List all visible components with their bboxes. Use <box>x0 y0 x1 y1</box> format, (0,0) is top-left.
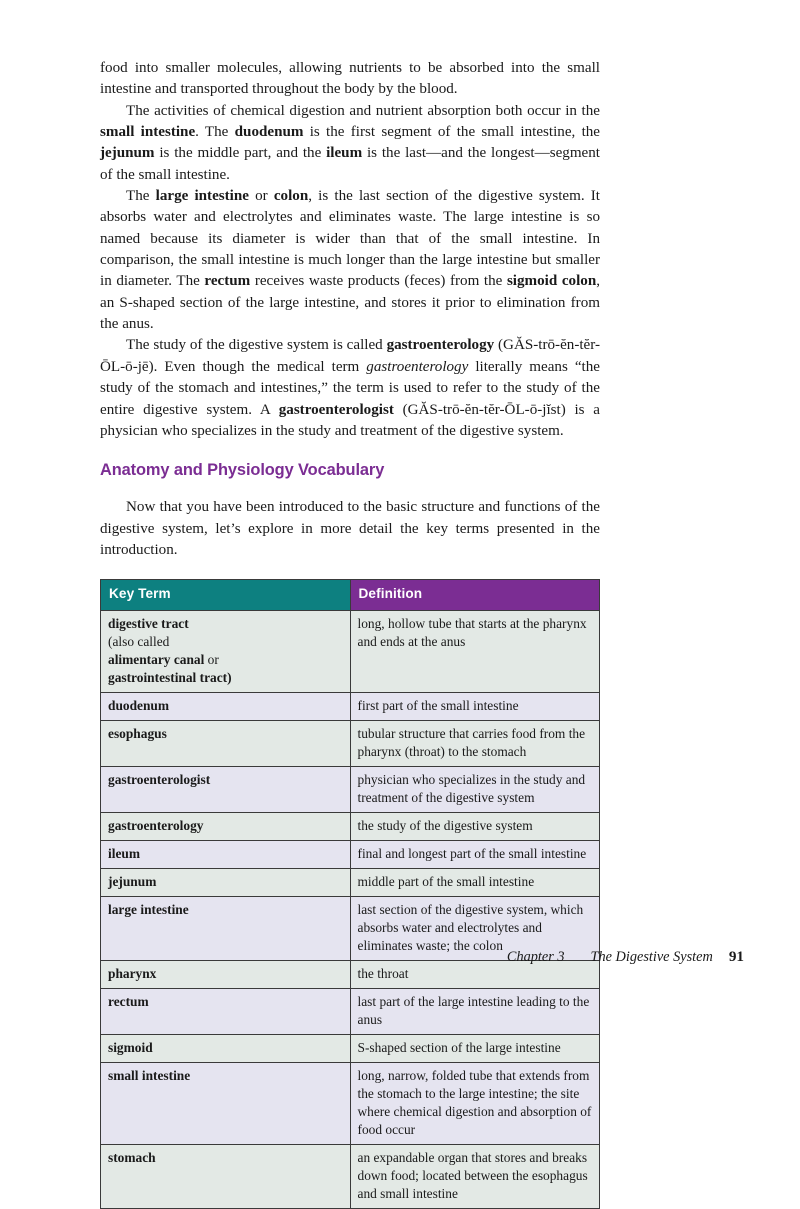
table-row <box>101 1035 600 1063</box>
key-term-line: duodenum <box>108 697 170 713</box>
footer-book-title: The Digestive System <box>590 949 713 965</box>
p4-seg-1: The study of the digestive system is called <box>126 337 387 354</box>
table-cell-definition: final and longest part of the small intestine <box>350 840 600 868</box>
key-term-line: gastroenterology <box>108 817 204 833</box>
p4-seg-4-pronunciation: (GĂS-trō-ĕn-tĕr-ŌL-ō-jĭst) is a physician who specializes in the study and treatment of the digestive system. <box>100 401 600 439</box>
p4-seg-2-pronunciation: (GĂS-trō-ĕn-tĕr-ŌL-ō-jē). Even though the medical term <box>100 337 600 375</box>
term-small-intestine: small intestine <box>100 124 196 141</box>
table-cell-definition: S-shaped section of the large intestine <box>350 1035 600 1063</box>
paragraph-5-text: Now that you have been introduced to the basic structure and functions of the digestive system, let’s explore in more detail the key terms presented in the introduction. <box>100 499 600 558</box>
table-cell-key-term <box>101 812 351 840</box>
p4-seg-3: literally means “the study of the stomach and intestines,” the term is used to refer to the study of the entire digestive system. A <box>100 358 600 418</box>
key-term-line: sigmoid <box>108 1040 153 1056</box>
column-header-key-term: Key Term <box>101 580 351 610</box>
table-cell-definition: an expandable organ that stores and breaks down food; located between the esophagus and small intestine <box>350 1145 600 1209</box>
table-cell-definition: first part of the small intestine <box>350 692 600 720</box>
table-body <box>101 610 600 1209</box>
key-term-line: esophagus <box>108 725 167 741</box>
paragraph-small-intestine <box>100 101 600 186</box>
table-row <box>101 1145 600 1209</box>
p3-seg-5: , an S-shaped section of the large intestine, and stores it prior to elimination from the anus. <box>100 273 601 333</box>
table-cell-key-term <box>101 840 351 868</box>
page-number: 91 <box>728 948 744 965</box>
table-row <box>101 720 600 766</box>
p3-seg-3: , is the last section of the digestive system. It absorbs water and electrolytes and eliminates waste. The large intestine is so named because its diameter is wider than that of the small intestine. In comparison, the small intestine is much longer than the large intestine but smaller in diameter. The <box>100 188 600 290</box>
key-term-line: small intestine <box>108 1068 191 1084</box>
key-term-line: alimentary canal <box>108 651 205 667</box>
table-cell-definition: last section of the digestive system, which absorbs water and electrolytes and eliminates waste; the colon <box>350 896 600 960</box>
key-term-line: rectum <box>108 994 149 1009</box>
key-term-line: ileum <box>108 845 140 861</box>
table-cell-key-term <box>101 720 351 766</box>
key-term-line: digestive tract <box>108 615 189 631</box>
table-cell-definition: the study of the digestive system <box>350 812 600 840</box>
term-colon: colon <box>273 188 309 205</box>
page-footer <box>100 948 744 966</box>
term-ileum: ileum <box>326 145 363 162</box>
paragraph-large-intestine <box>100 186 600 335</box>
key-term-line: jejunum <box>108 873 157 889</box>
key-term-line: (also called <box>108 633 170 649</box>
term-rectum: rectum <box>204 273 251 290</box>
p3-seg-4: receives waste products (feces) from the <box>250 273 507 290</box>
table-cell-key-term <box>101 1145 351 1209</box>
paragraph-continuation <box>100 58 600 101</box>
term-large-intestine: large intestine <box>155 188 249 205</box>
paragraph-1-text: food into smaller molecules, allowing nutrients to be absorbed into the small intestine and transported throughout the body by the blood. <box>100 60 600 98</box>
key-term-line: pharynx <box>108 965 157 981</box>
key-term-line: gastroenterologist <box>108 771 211 787</box>
p3-seg-1: The <box>126 188 156 205</box>
table-cell-key-term <box>101 989 351 1035</box>
vocabulary-table <box>100 579 600 1209</box>
table-cell-key-term <box>101 766 351 812</box>
table-cell-key-term <box>101 1063 351 1145</box>
column-header-definition: Definition <box>350 580 600 610</box>
table-row <box>101 812 600 840</box>
paragraph-vocabulary-intro <box>100 497 600 561</box>
p3-seg-2: or <box>248 188 274 205</box>
p2-seg-1: The activities of chemical digestion and nutrient absorption both occur in the <box>126 102 600 119</box>
table-row <box>101 610 600 692</box>
table-cell-key-term <box>101 868 351 896</box>
footer-chapter: Chapter 3 <box>506 949 565 965</box>
page-content <box>100 58 600 1209</box>
key-term-suffix: or <box>204 651 219 667</box>
term-sigmoid-colon: sigmoid colon <box>506 273 597 290</box>
table-header <box>101 580 600 610</box>
key-term-line: gastrointestinal tract) <box>108 669 232 685</box>
table-cell-key-term <box>101 1035 351 1063</box>
term-gastroenterology-italic: gastroenterology <box>366 358 469 375</box>
table-cell-definition: tubular structure that carries food from the pharynx (throat) to the stomach <box>350 720 600 766</box>
term-gastroenterology: gastroenterology <box>386 337 495 354</box>
p2-seg-3: is the first segment of the small intestine, the <box>303 124 601 141</box>
table-row <box>101 692 600 720</box>
table-cell-definition: the throat <box>350 960 600 988</box>
table-cell-definition: long, hollow tube that starts at the pharynx and ends at the anus <box>350 610 600 692</box>
table-row <box>101 766 600 812</box>
table-cell-key-term <box>101 610 351 692</box>
table-cell-key-term <box>101 692 351 720</box>
term-jejunum: jejunum <box>100 145 155 162</box>
paragraph-gastroenterology <box>100 335 600 442</box>
table-cell-definition: physician who specializes in the study and treatment of the digestive system <box>350 766 600 812</box>
table-cell-definition: last part of the large intestine leading to the anus <box>350 989 600 1035</box>
table-cell-definition: middle part of the small intestine <box>350 868 600 896</box>
table-row <box>101 868 600 896</box>
p2-seg-5: is the last—and the longest—segment of the small intestine. <box>100 145 600 183</box>
table-header-row <box>101 580 600 610</box>
key-term-line: stomach <box>108 1150 156 1166</box>
p2-seg-2: . The <box>195 124 235 141</box>
table-row <box>101 989 600 1035</box>
term-duodenum: duodenum <box>234 124 304 141</box>
key-term-line: large intestine <box>108 901 189 917</box>
table-row <box>101 840 600 868</box>
table-cell-definition: long, narrow, folded tube that extends from the stomach to the large intestine; the site where chemical digestion and absorption of food occur <box>350 1063 600 1145</box>
p2-seg-4: is the middle part, and the <box>154 145 327 162</box>
table-row <box>101 1063 600 1145</box>
term-gastroenterologist: gastroenterologist <box>278 401 394 418</box>
section-heading-anatomy-vocabulary: Anatomy and Physiology Vocabulary <box>100 461 385 480</box>
